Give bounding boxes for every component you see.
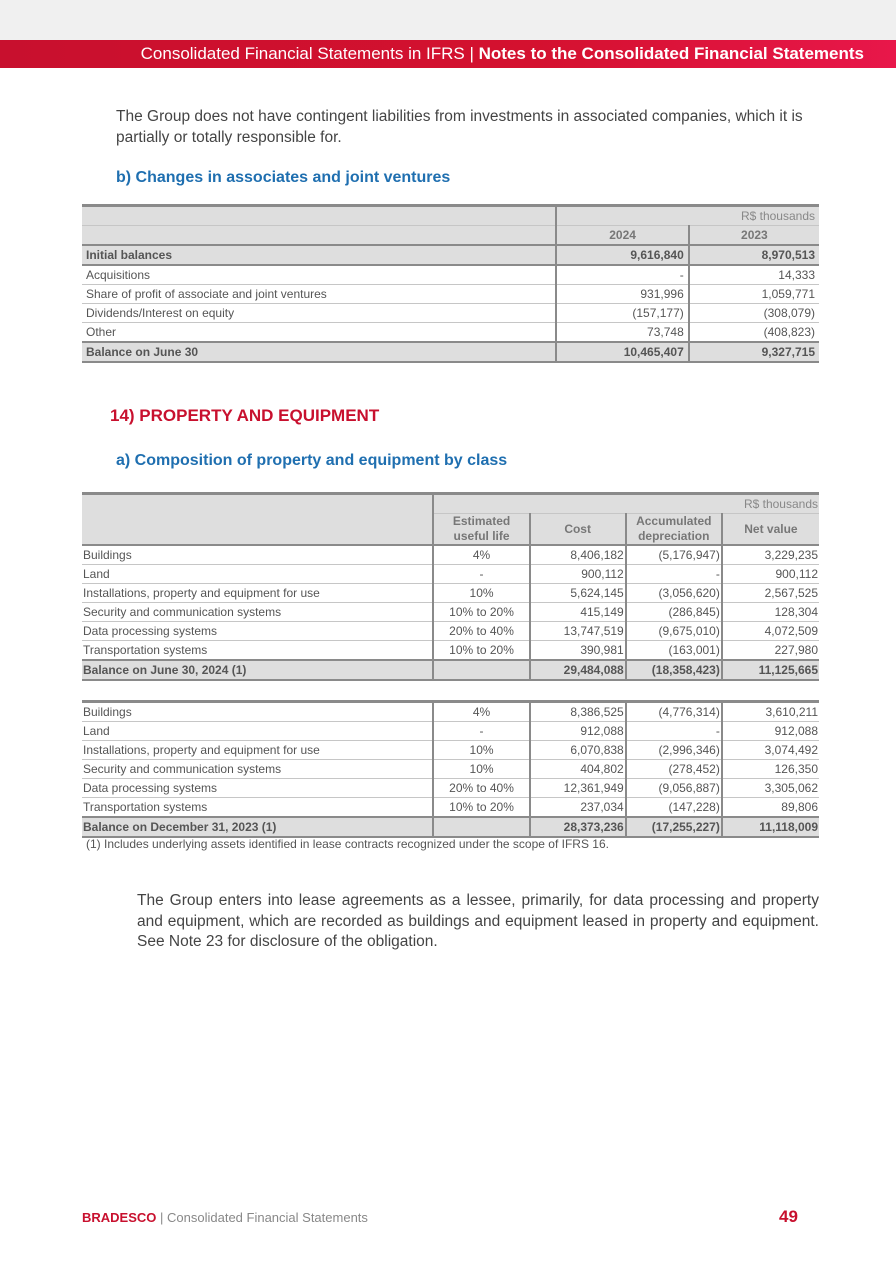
property-equipment-2023-table bbox=[82, 700, 819, 838]
section-14-title: 14) PROPERTY AND EQUIPMENT bbox=[110, 406, 380, 425]
table-row: Share of profit of associate and joint ventures 931,996 1,059,771 bbox=[82, 285, 819, 304]
composition-heading: a) Composition of property and equipment by class bbox=[116, 452, 508, 469]
table-row: Transportation systems 10% to 20% 237,034 (147,228) 89,806 bbox=[82, 798, 819, 818]
changes-associates-heading: b) Changes in associates and joint ventures bbox=[116, 169, 451, 186]
table-unit-row bbox=[82, 494, 819, 514]
table-row: Installations, property and equipment for use 10% 5,624,145 (3,056,620) 2,567,525 bbox=[82, 584, 819, 603]
useful-life-header: Estimated useful life bbox=[433, 514, 529, 546]
footer-separator: | bbox=[156, 1210, 168, 1225]
table-row: Land - 912,088 - 912,088 bbox=[82, 722, 819, 741]
table-unit-label: R$ thousands bbox=[433, 494, 819, 514]
table-row: Installations, property and equipment for use 10% 6,070,838 (2,996,346) 3,074,492 bbox=[82, 741, 819, 760]
table-row: Initial balances 9,616,840 8,970,513 bbox=[82, 245, 819, 265]
page-footer bbox=[82, 1210, 368, 1225]
contingent-liabilities-text: The Group does not have contingent liabilities from investments in associated companies, which it is partially or totally responsible for. bbox=[116, 108, 803, 146]
page-number: 49 bbox=[779, 1207, 798, 1226]
table-row: Security and communication systems 10% to 20% 415,149 (286,845) 128,304 bbox=[82, 603, 819, 622]
brand-name: BRADESCO bbox=[82, 1210, 157, 1225]
table-row: Security and communication systems 10% 404,802 (278,452) 126,350 bbox=[82, 760, 819, 779]
table-row: Data processing systems 20% to 40% 13,747,519 (9,675,010) 4,072,509 bbox=[82, 622, 819, 641]
table-header-row bbox=[82, 514, 819, 546]
footer-doc-title: Consolidated Financial Statements bbox=[167, 1210, 368, 1225]
table-year-row bbox=[82, 226, 819, 246]
table-row: Acquisitions - 14,333 bbox=[82, 265, 819, 285]
header-section-title: Notes to the Consolidated Financial Statements bbox=[478, 44, 864, 63]
associates-changes-table bbox=[82, 204, 819, 363]
table-total-row: Balance on June 30, 2024 (1) 29,484,088 (18,358,423) 11,125,665 bbox=[82, 660, 819, 680]
table-row: Buildings 4% 8,406,182 (5,176,947) 3,229,235 bbox=[82, 545, 819, 565]
table-row: Dividends/Interest on equity (157,177) (308,079) bbox=[82, 304, 819, 323]
table-unit-label: R$ thousands bbox=[556, 206, 819, 226]
table-total-row: Balance on December 31, 2023 (1) 28,373,236 (17,255,227) 11,118,009 bbox=[82, 817, 819, 837]
table-row: Land - 900,112 - 900,112 bbox=[82, 565, 819, 584]
year-2024-header: 2024 bbox=[556, 226, 688, 246]
table-row: Data processing systems 20% to 40% 12,361,949 (9,056,887) 3,305,062 bbox=[82, 779, 819, 798]
table-row: Other 73,748 (408,823) bbox=[82, 323, 819, 343]
table-row: Transportation systems 10% to 20% 390,981 (163,001) 227,980 bbox=[82, 641, 819, 661]
table-total-row: Balance on June 30 10,465,407 9,327,715 bbox=[82, 342, 819, 362]
top-margin-band bbox=[0, 0, 896, 40]
year-2023-header: 2023 bbox=[689, 226, 819, 246]
table-row: Buildings 4% 8,386,525 (4,776,314) 3,610,211 bbox=[82, 702, 819, 722]
cost-header: Cost bbox=[530, 514, 626, 546]
lease-agreements-text: The Group enters into lease agreements as a lessee, primarily, for data processing and property and equipment, which are recorded as buildings and equipment leased in property and equipment. See Note 23 for disclosure of the obligation. bbox=[137, 892, 819, 950]
header-doc-title: Consolidated Financial Statements in IFRS | bbox=[140, 44, 479, 63]
property-equipment-2024-table bbox=[82, 492, 819, 681]
table-unit-row bbox=[82, 206, 819, 226]
net-value-header: Net value bbox=[722, 514, 819, 546]
page-header bbox=[0, 40, 896, 68]
depreciation-header: Accumulated depreciation bbox=[626, 514, 722, 546]
table-footnote: (1) Includes underlying assets identified in lease contracts recognized under the scope of IFRS 16. bbox=[86, 837, 609, 851]
